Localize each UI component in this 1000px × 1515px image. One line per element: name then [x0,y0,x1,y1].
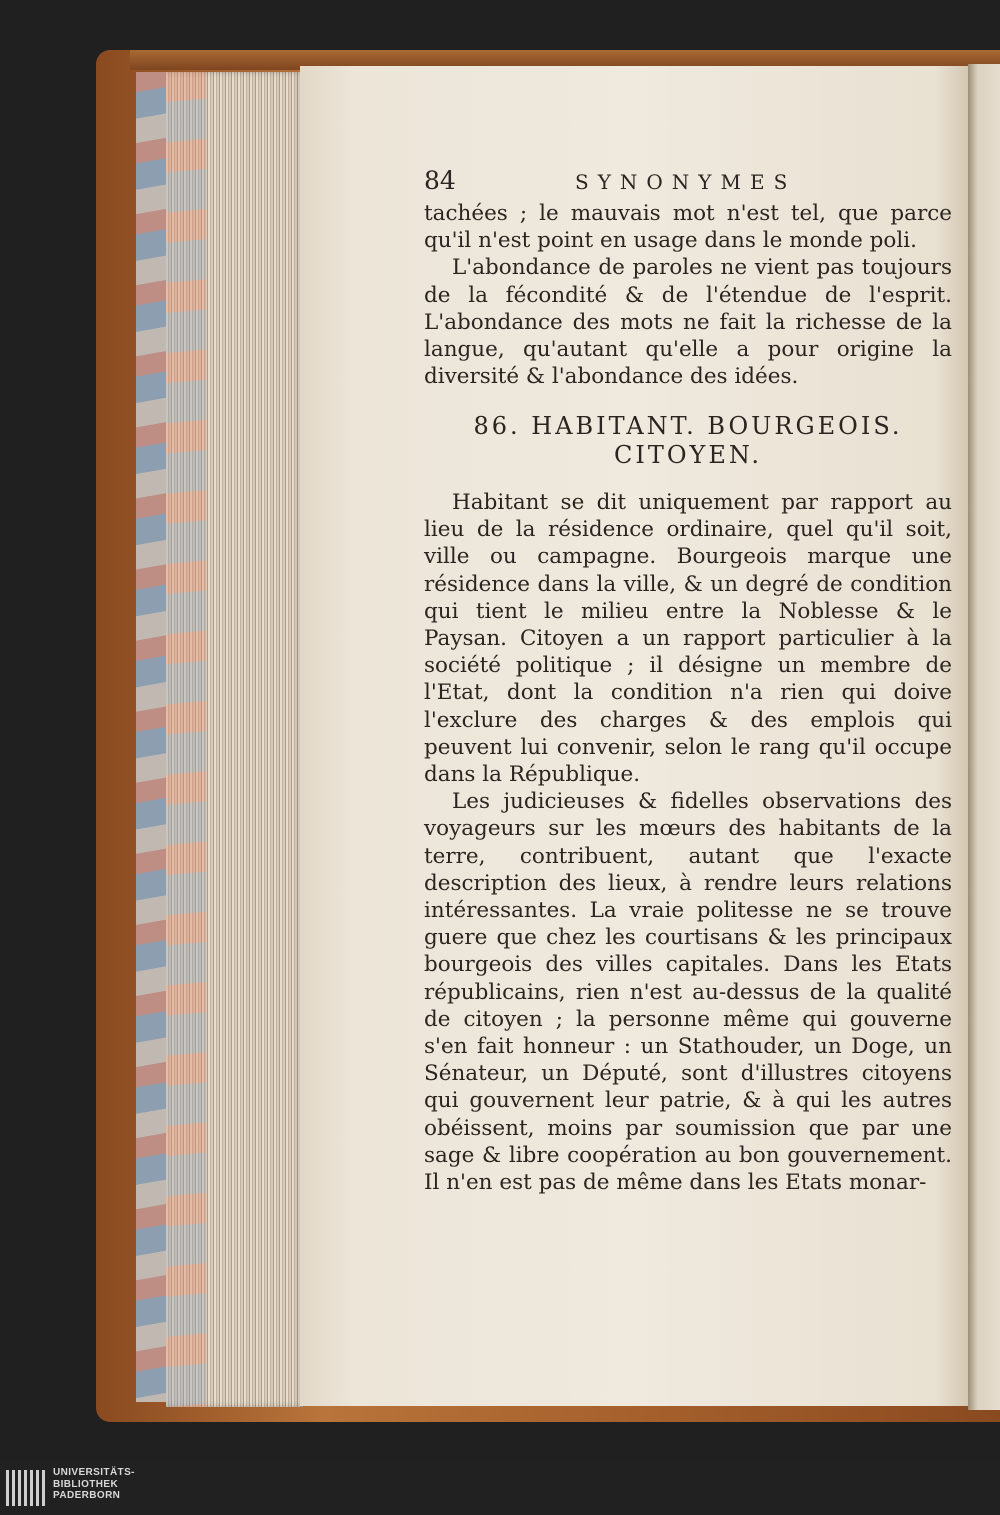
body-paragraph-1: Habitant se dit uniquement par rapport au lieu de la résidence ordinaire, quel qu'il soit, ville ou campagne. Bourgeois marque une résidence dans la ville, & un degré de condition qui tient le milieu entre la Noblesse & le Paysan. Citoyen a un rapport particulier à la société politique ; il désigne un membre de l'Etat, dont la condition n'a rien qui doive l'exclure des charges & des emplois qui peuvent lui convenir, selon le rang qu'il occupe dans la République. [424,490,952,788]
page-number: 84 [424,166,456,195]
logo-line-3: PADERBORN [53,1490,121,1501]
top-text-block [424,200,952,390]
section-heading-line1: 86. HABITANT. BOURGEOIS. [473,412,903,440]
facing-page-edge [968,64,1000,1410]
section-heading-line2: CITOYEN. [614,441,762,469]
page-edges-tint [166,72,206,1407]
library-logo-icon [6,1470,48,1506]
body-text-block [424,489,952,1196]
running-title: SYNONYMES [575,170,797,194]
library-logo-text [53,1467,135,1502]
top-paragraph-1: tachées ; le mauvais mot n'est tel, que parce qu'il n'est point en usage dans le monde poli. [424,201,952,254]
logo-line-2: BIBLIOTHEK [53,1478,119,1490]
body-paragraph-2: Les judicieuses & fidelles observations des voyageurs sur les mœurs des habitants de la terre, contribuent, autant que l'exacte description des lieux, à rendre leurs relations intéressantes. La vraie politesse ne se trouve guere que chez les courtisans & les principaux bourgeois des villes capitales. Dans les Etats républicains, rien n'est au-dessus de la qualité de citoyen ; la personne même qui gouverne s'en fait honneur : un Stathouder, un Doge, un Sénateur, un Député, sont d'illustres citoyens qui gouvernent leur patrie, & à qui les autres obéissent, moins par soumission que par une sage & libre coopération au bon gouvernement. Il n'en est pas de même dans les Etats monar- [424,789,952,1196]
section-heading [424,412,952,470]
library-footer [0,1462,1000,1515]
logo-line-1: UNIVERSITÄTS- [53,1467,135,1478]
top-paragraph-2: L'abondance de paroles ne vient pas toujours de la fécondité & de l'étendue de l'esprit. L'abondance des mots ne fait la richesse de la langue, qu'autant qu'elle a pour origine la diversité & l'abondance des idées. [424,255,952,390]
marbled-endpaper [136,72,166,1402]
